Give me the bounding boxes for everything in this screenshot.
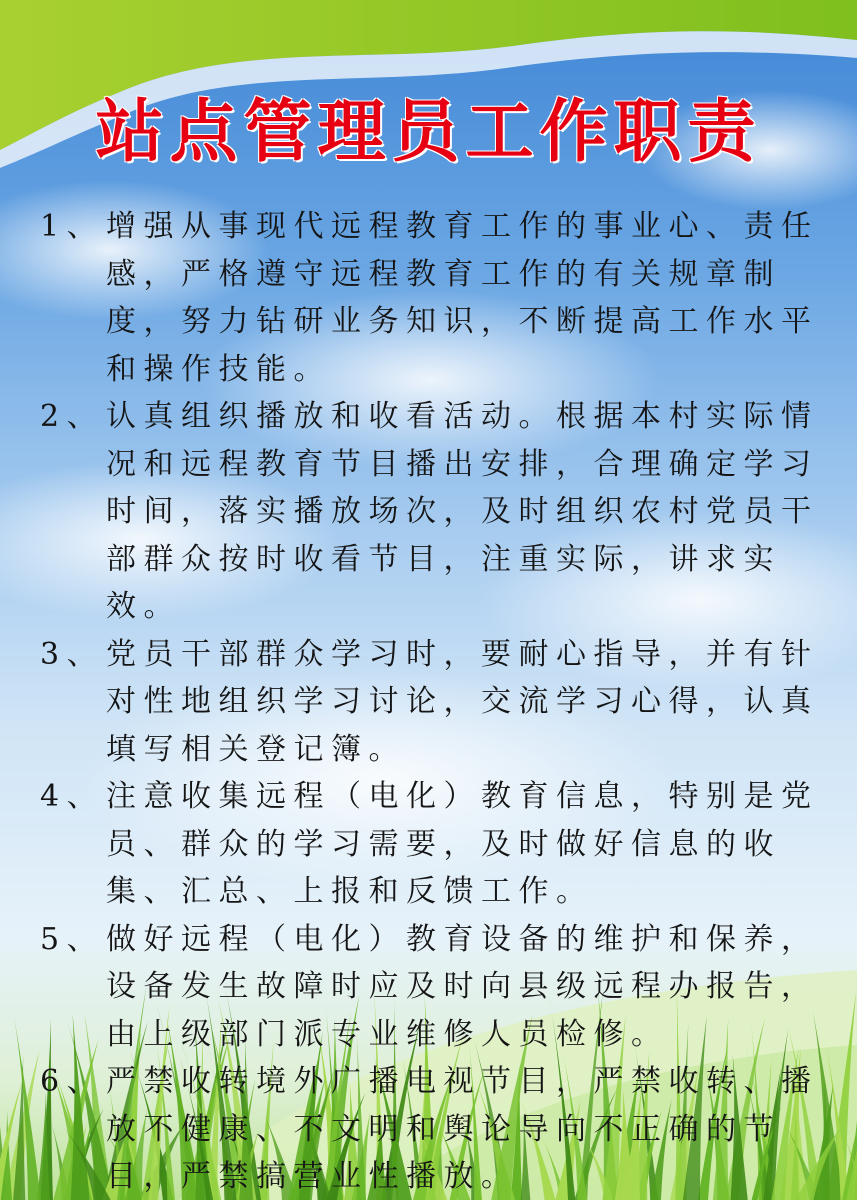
duty-item	[40, 203, 830, 393]
duty-number: 4、	[40, 779, 105, 814]
duty-number: 1、	[40, 209, 105, 244]
duty-number: 5、	[40, 921, 105, 957]
duty-item	[40, 1058, 830, 1200]
duty-text: 增强从事现代远程教育工作的事业心、责任感，严格遵守远程教育工作的有关规章制度，努力钻研业务知识，不断提高工作水平和操作技能。	[106, 209, 819, 387]
page-title: 站点管理员工作职责	[95, 92, 762, 172]
duty-number: 2、	[40, 399, 105, 434]
duty-list	[40, 203, 830, 1200]
duty-text: 党员干部群众学习时，要耐心指导，并有针对性地组织学习讨论，交流学习心得，认真填写相关登记簿。	[106, 636, 819, 767]
duty-text: 严禁收转境外广播电视节目，严禁收转、播放不健康、不文明和舆论导向不正确的节目，严禁搞营业性播放。	[106, 1064, 819, 1194]
duty-number: 6、	[40, 1064, 105, 1099]
duty-text: 做好远程（电化）教育设备的维护和保养，设备发生故障时应及时向县级远程办报告，由上级部门派专业维修人员检修。	[106, 921, 819, 1052]
duty-item	[40, 773, 830, 916]
duty-item	[40, 393, 830, 631]
duty-item	[40, 631, 830, 774]
duty-text: 认真组织播放和收看活动。根据本村实际情况和远程教育节目播出安排，合理确定学习时间，落实播放场次，及时组织农村党员干部群众按时收看节目，注重实际，讲求实效。	[106, 399, 819, 624]
duty-item	[40, 916, 830, 1059]
duty-text: 注意收集远程（电化）教育信息，特别是党员、群众的学习需要，及时做好信息的收集、汇总、上报和反馈工作。	[106, 779, 819, 909]
duty-number: 3、	[40, 636, 105, 672]
